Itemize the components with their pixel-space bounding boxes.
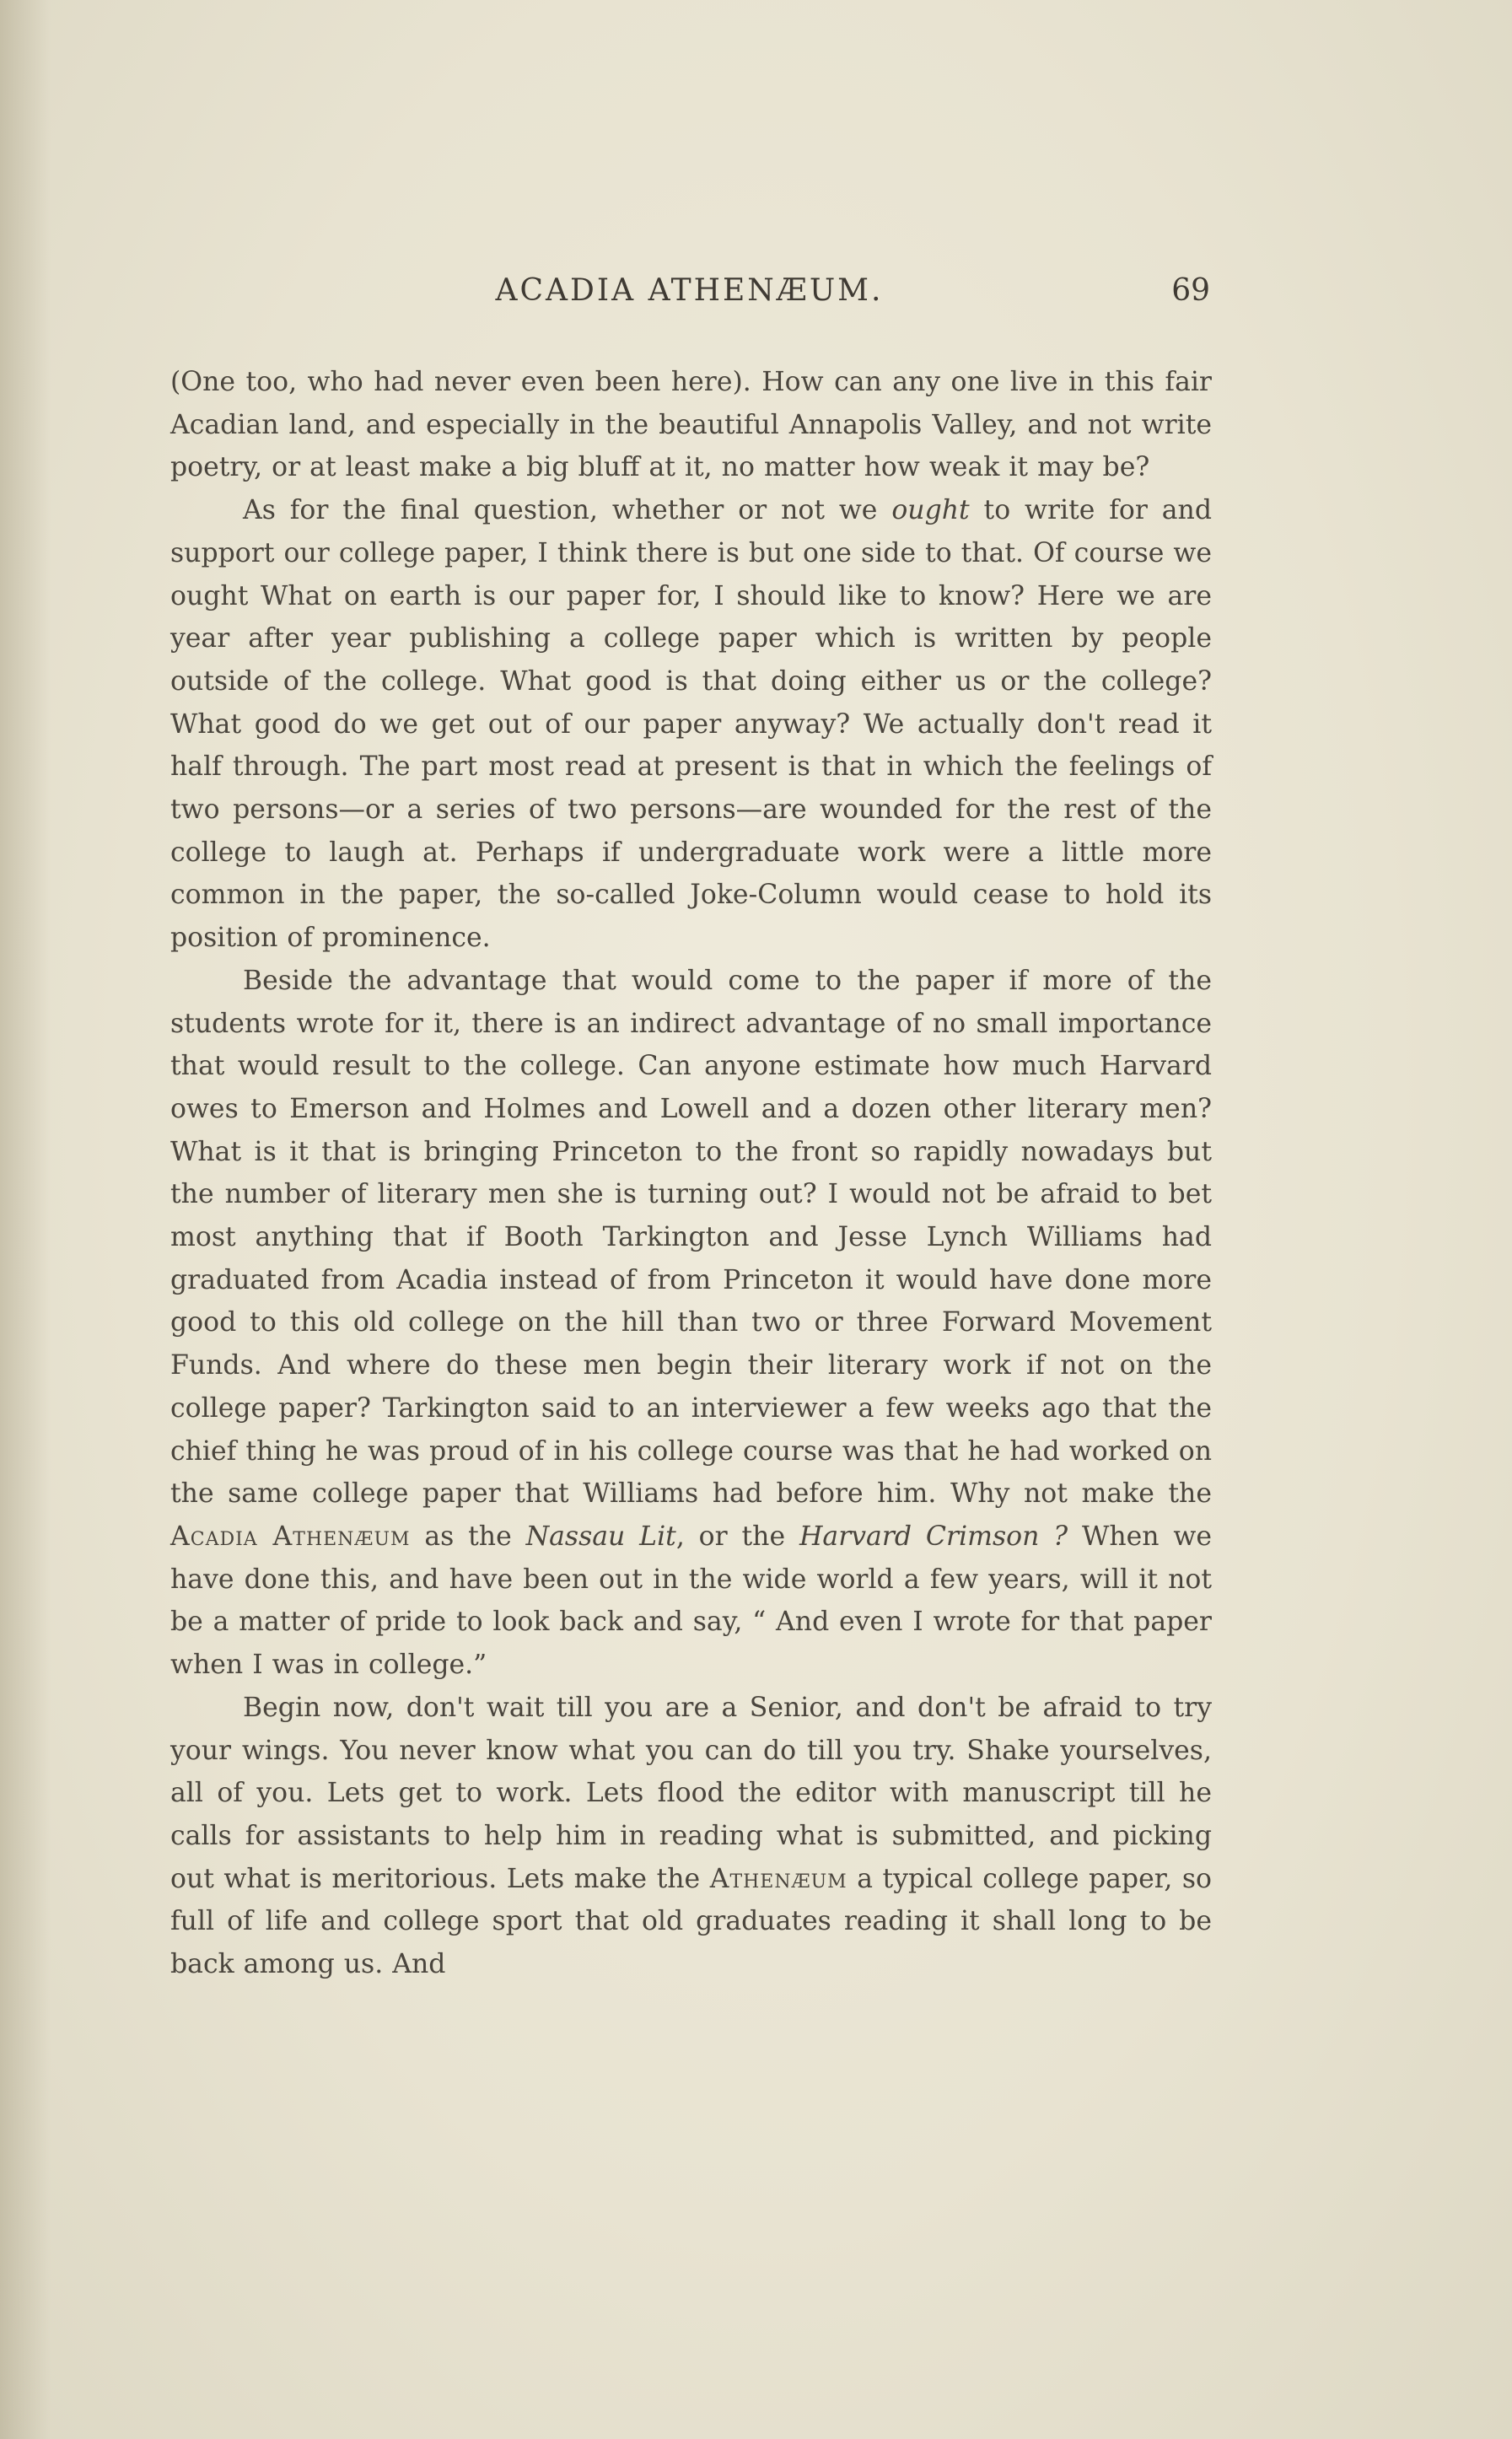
paragraph-3-text-c: , or the xyxy=(675,1521,799,1552)
paragraph-2-italic-ought: ought xyxy=(891,495,970,526)
binding-shadow xyxy=(0,0,51,2439)
paragraph-3-italic-nassau-lit: Nassau Lit xyxy=(525,1521,676,1552)
paragraph-3-italic-harvard-crimson: Harvard Crimson ? xyxy=(799,1521,1068,1552)
paragraph-2-text-start: As for the final question, whether or not we xyxy=(243,495,892,526)
paragraph-3-text-a: Beside the advantage that would come to the paper if more of the students wrote for it, there is an indirect advantage of no small importance that would result to the college. Can anyone estimate how much Harvard owes to Emerson and Holmes and Lowell and a dozen other literary men? What is it that is bringing Princeton to the front so rapidly nowadays but the number of literary men she is turning out? I would not be afraid to bet most anything that if Booth Tarkington and Jesse Lynch Williams had graduated from Acadia instead of from Princeton it would have done more good to this old college on the hill than two or three Forward Movement Funds. And where do these men begin their literary work if not on the college paper? Tarkington said to an interviewer a few weeks ago that the chief thing he was proud of in his college course was that he had worked on the same college paper that Williams had before him. Why not make the xyxy=(170,965,1212,1510)
page-number: 69 xyxy=(1171,273,1210,308)
page-header xyxy=(169,273,1210,324)
paragraph-3-text-b: as the xyxy=(410,1521,526,1552)
paragraph-3-smallcaps-acadia-athenaeum: Acadia Athenæum xyxy=(170,1521,411,1552)
paragraph-2 xyxy=(170,489,1212,960)
paragraph-2-text-end: to write for and support our college paper, I think there is but one side to that. Of course we ought What on earth is our paper for, I should like to know? Here we are year after year publishing a college paper which is written by people outside of the college. What good is that doing either us or the college? What good do we get out of our paper anyway? We actually don't read it half through. The part most read at present is that in which the feelings of two persons—or a series of two persons—are wounded for the rest of the college to laugh at. Perhaps if undergraduate work were a little more common in the paper, the so-called Joke-Column would cease to hold its position of prominence. xyxy=(170,495,1213,954)
running-title: ACADIA ATHENÆUM. xyxy=(495,273,884,308)
paragraph-3-text-d: When we have done this, and have been out in the wide world a few years, will it not be a matter of pride to look back and say, “ And even I wrote for that paper when I was in college.” xyxy=(170,1521,1212,1681)
paragraph-4-text-b: a typical college paper, so full of life and college sport that old graduates reading it shall long to be back among us. And xyxy=(170,1863,1213,1980)
paragraph-4-smallcaps-athenaeum: Athenæum xyxy=(709,1863,847,1894)
paragraph-1 xyxy=(170,361,1212,489)
article-body xyxy=(170,361,1212,1986)
paragraph-1-text: (One too, who had never even been here). How can any one live in this fair Acadian land, and especially in the beautiful Annapolis Valley, and not write poetry, or at least make a big bluff at it, no matter how weak it may be? xyxy=(170,367,1212,483)
paragraph-4 xyxy=(170,1687,1212,1986)
paragraph-4-text-a: Begin now, don't wait till you are a Senior, and don't be afraid to try your wings. You never know what you can do till you try. Shake yourselves, all of you. Lets get to work. Lets flood the editor with manuscript till he calls for assistants to help him in reading what is submitted, and picking out what is meritorious. Lets make the xyxy=(170,1692,1212,1894)
paragraph-3 xyxy=(170,960,1212,1687)
